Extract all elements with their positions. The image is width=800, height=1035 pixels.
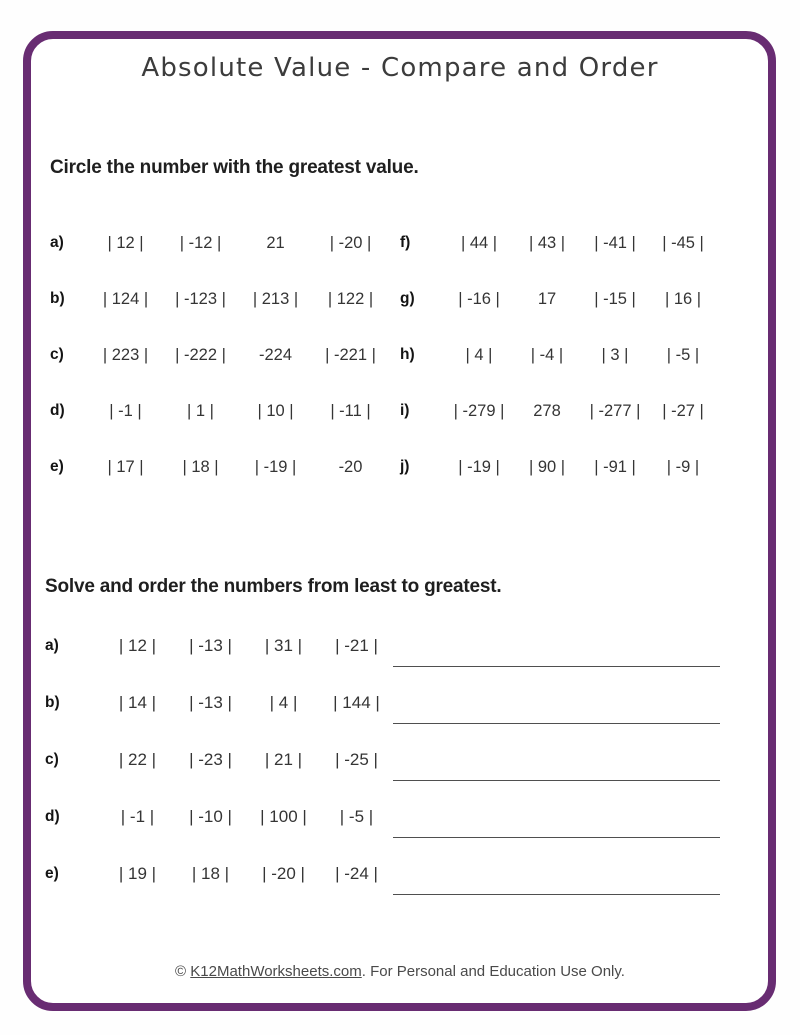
value-option[interactable]: | -11 | xyxy=(330,401,371,420)
value-option[interactable]: | -279 | xyxy=(453,401,505,420)
section2-instruction: Solve and order the numbers from least to greatest. xyxy=(45,576,502,597)
row-label: d) xyxy=(50,402,65,419)
value-option[interactable]: | -91 | xyxy=(594,457,636,476)
value-option[interactable]: | -16 | xyxy=(458,289,500,308)
value-option[interactable]: | 223 | xyxy=(102,345,149,364)
row-label: c) xyxy=(50,346,64,363)
value-option[interactable]: | -4 | xyxy=(530,345,564,364)
footer-copyright-prefix: © xyxy=(175,963,191,980)
value-option[interactable]: | -9 | xyxy=(666,457,700,476)
problem-row-d xyxy=(50,395,388,427)
value-term: | 144 | xyxy=(333,692,380,712)
value-option[interactable]: | 18 | xyxy=(182,457,219,476)
section1-instruction: Circle the number with the greatest value. xyxy=(50,157,419,178)
row-label: e) xyxy=(45,864,59,882)
answer-line[interactable] xyxy=(393,837,720,838)
footer-usage-note: . For Personal and Education Use Only. xyxy=(361,963,625,980)
value-term: | -1 | xyxy=(120,806,155,826)
problem-row-f xyxy=(400,227,717,259)
value-option[interactable]: | -222 | xyxy=(175,345,226,364)
value-option[interactable]: | 10 | xyxy=(257,401,294,420)
value-option[interactable]: 21 xyxy=(266,233,285,252)
problem-row-h xyxy=(400,339,717,371)
value-option[interactable]: | 43 | xyxy=(528,233,566,252)
value-option[interactable]: | 3 | xyxy=(601,345,629,364)
value-option[interactable]: | 44 | xyxy=(460,233,498,252)
row-label: d) xyxy=(45,807,60,825)
section1-problems xyxy=(50,227,717,507)
value-option[interactable]: 17 xyxy=(537,289,557,308)
value-option[interactable]: | -221 | xyxy=(325,345,376,364)
problem-row-b xyxy=(50,283,388,315)
value-option[interactable]: | -123 | xyxy=(175,289,226,308)
value-option[interactable]: | -1 | xyxy=(109,401,142,420)
section1-left-column xyxy=(50,227,388,507)
value-option[interactable]: | 16 | xyxy=(664,289,702,308)
value-option[interactable]: | -19 | xyxy=(458,457,500,476)
value-term: | -23 | xyxy=(189,749,232,769)
order-row-d xyxy=(45,788,733,845)
value-option[interactable]: | 17 | xyxy=(107,457,144,476)
value-term: | -24 | xyxy=(335,863,378,883)
problem-row-c xyxy=(50,339,388,371)
order-row-a xyxy=(45,617,733,674)
value-option[interactable]: | 4 | xyxy=(465,345,493,364)
value-term: | 14 | xyxy=(118,692,157,712)
value-option[interactable]: | 124 | xyxy=(102,289,149,308)
value-option[interactable]: -20 xyxy=(338,457,363,476)
value-term: | -21 | xyxy=(335,635,378,655)
value-term: | 12 | xyxy=(118,635,157,655)
problem-row-e xyxy=(50,451,388,483)
row-label: i) xyxy=(400,402,410,419)
value-option[interactable]: | -12 | xyxy=(179,233,222,252)
row-label: j) xyxy=(400,458,410,475)
value-term: | -20 | xyxy=(262,863,305,883)
value-option[interactable]: | 213 | xyxy=(252,289,299,308)
row-label: a) xyxy=(50,234,64,251)
answer-line[interactable] xyxy=(393,723,720,724)
value-term: | 22 | xyxy=(118,749,157,769)
value-option[interactable]: | 12 | xyxy=(107,233,144,252)
value-term: | -25 | xyxy=(335,749,378,769)
row-label: g) xyxy=(400,290,415,307)
problem-row-i xyxy=(400,395,717,427)
value-term: | 18 | xyxy=(191,863,230,883)
value-option[interactable]: | -45 | xyxy=(662,233,704,252)
problem-row-j xyxy=(400,451,717,483)
row-label: c) xyxy=(45,750,59,768)
row-label: f) xyxy=(400,234,411,251)
order-row-b xyxy=(45,674,733,731)
value-term: | 100 | xyxy=(260,806,307,826)
value-term: | 19 | xyxy=(118,863,157,883)
value-term: | 31 | xyxy=(264,635,303,655)
value-option[interactable]: | -15 | xyxy=(594,289,636,308)
value-option[interactable]: | -41 | xyxy=(594,233,636,252)
value-option[interactable]: | -19 | xyxy=(254,457,297,476)
row-label: e) xyxy=(50,458,64,475)
value-option[interactable]: | 1 | xyxy=(187,401,214,420)
value-term: | -5 | xyxy=(339,806,374,826)
footer xyxy=(0,963,800,980)
value-option[interactable]: | -20 | xyxy=(329,233,372,252)
row-label: a) xyxy=(45,636,59,654)
worksheet-title: Absolute Value - Compare and Order xyxy=(141,53,659,83)
row-label: h) xyxy=(400,346,415,363)
value-term: | 21 | xyxy=(264,749,303,769)
order-row-e xyxy=(45,845,733,902)
value-option[interactable]: 278 xyxy=(533,401,561,420)
value-option[interactable]: | 90 | xyxy=(528,457,566,476)
answer-line[interactable] xyxy=(393,780,720,781)
value-option[interactable]: | -277 | xyxy=(589,401,641,420)
answer-line[interactable] xyxy=(393,894,720,895)
value-option[interactable]: | -27 | xyxy=(662,401,704,420)
row-label: b) xyxy=(45,693,60,711)
value-term: | -13 | xyxy=(189,635,232,655)
problem-row-a xyxy=(50,227,388,259)
footer-website-link[interactable]: K12MathWorksheets.com xyxy=(190,963,362,980)
order-row-c xyxy=(45,731,733,788)
value-term: | -13 | xyxy=(189,692,232,712)
value-option[interactable]: | -5 | xyxy=(666,345,700,364)
section2-problems xyxy=(45,617,733,902)
value-option[interactable]: -224 xyxy=(258,345,293,364)
value-term: | -10 | xyxy=(189,806,232,826)
value-option[interactable]: | 122 | xyxy=(327,289,374,308)
section1-right-column xyxy=(400,227,717,507)
problem-row-g xyxy=(400,283,717,315)
row-label: b) xyxy=(50,290,65,307)
answer-line[interactable] xyxy=(393,666,720,667)
value-term: | 4 | xyxy=(269,692,298,712)
